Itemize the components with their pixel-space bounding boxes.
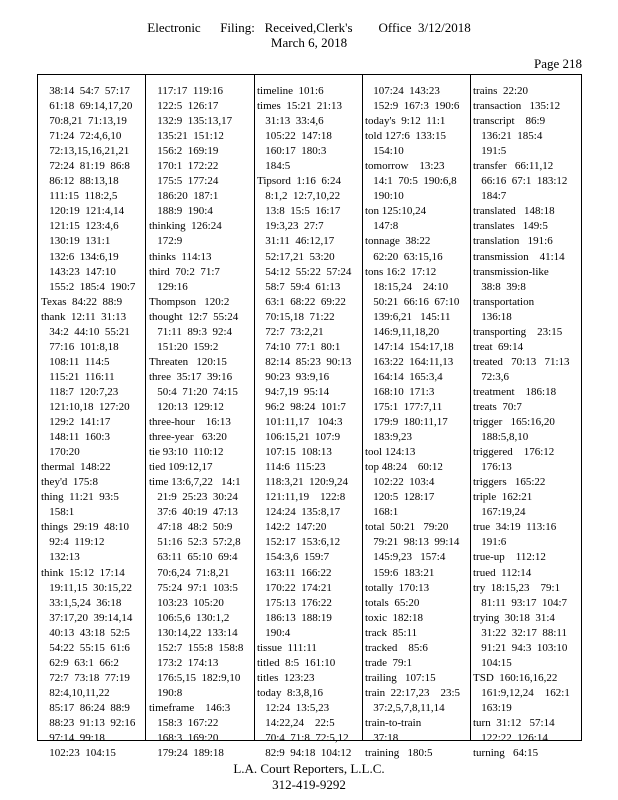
index-entry-line: 176:5,15 182:9,10 (149, 671, 241, 684)
index-entry-line: 51:16 52:3 57:2,8 (149, 536, 241, 549)
index-entry-line: 186:20 187:1 (149, 190, 219, 203)
column-divider (362, 74, 363, 741)
index-entry-line: train 22:17,23 23:5 (365, 686, 461, 699)
index-entry-line: 143:23 147:10 (41, 265, 116, 278)
index-entry-line: Tipsord 1:16 6:24 (257, 175, 341, 188)
index-entry-line: 176:13 (473, 461, 512, 474)
index-entry-line: 190:8 (149, 686, 183, 699)
index-entry-line: try 18:15,23 79:1 (473, 581, 561, 594)
index-entry-line: 54:22 55:15 61:6 (41, 641, 130, 654)
index-entry-line: 63:11 65:10 69:4 (149, 551, 238, 564)
index-entry-line: translates 149:5 (473, 220, 548, 233)
index-entry-line: 38:8 39:8 (473, 280, 526, 293)
index-entry-line: treated 70:13 71:13 (473, 355, 570, 368)
index-entry-line: 121:10,18 127:20 (41, 400, 130, 413)
index-entry-line: 118:3,21 120:9,24 (257, 476, 348, 489)
index-entry-line: top 48:24 60:12 (365, 461, 443, 474)
index-entry-line: TSD 160:16,16,22 (473, 671, 558, 684)
index-entry-line: 70:8,21 71:13,19 (41, 115, 127, 128)
index-entry-line: 147:8 (365, 220, 399, 233)
index-entry-line: tomorrow 13:23 (365, 160, 445, 173)
index-entry-line: 82:4,10,11,22 (41, 686, 110, 699)
column-divider (145, 74, 146, 741)
index-entry-line: thank 12:11 31:13 (41, 310, 127, 323)
index-entry-line: Texas 84:22 88:9 (41, 295, 123, 308)
index-entry-line: trying 30:18 31:4 (473, 611, 555, 624)
index-entry-line: today's 9:12 11:1 (365, 115, 446, 128)
index-entry-line: told 127:6 133:15 (365, 130, 446, 143)
index-entry-line: 96:2 98:24 101:7 (257, 400, 346, 413)
index-entry-line: translation 191:6 (473, 235, 553, 248)
index-entry-line: 142:2 147:20 (257, 521, 327, 534)
column-divider (254, 74, 255, 741)
index-entry-line: transaction 135:12 (473, 100, 561, 113)
index-entry-line: 130:19 131:1 (41, 235, 111, 248)
index-entry-line: 168:3 169:20 (149, 732, 219, 745)
index-entry-line: 159:6 183:21 (365, 566, 435, 579)
index-entry-line: trade 79:1 (365, 656, 413, 669)
index-entry-line: trains 22:20 (473, 85, 528, 97)
index-entry-line: 38:14 54:7 57:17 (41, 85, 130, 97)
index-entry-line: 188:9 190:4 (149, 205, 213, 218)
index-entry-line: 18:15,24 24:10 (365, 280, 449, 293)
index-entry-line: 132:6 134:6,19 (41, 250, 119, 263)
index-entry-line: 191:6 (473, 536, 507, 549)
index-entry-line: triggered 176:12 (473, 446, 555, 459)
index-entry-line: 168:10 171:3 (365, 385, 435, 398)
index-entry-line: thinks 114:13 (149, 250, 212, 263)
index-entry-line: 160:17 180:3 (257, 145, 327, 158)
index-entry-line: true-up 112:12 (473, 551, 546, 564)
index-entry-line: 62:9 63:1 66:2 (41, 656, 119, 669)
index-entry-line: 145:9,23 157:4 (365, 551, 446, 564)
index-entry-line: 120:13 129:12 (149, 400, 224, 413)
index-entry-line: 152:9 167:3 190:6 (365, 100, 460, 113)
index-entry-line: 70:4 71:8 72:5,12 (257, 732, 349, 745)
index-entry-line: 108:11 114:5 (41, 355, 110, 368)
index-entry-line: 158:1 (41, 506, 75, 519)
index-entry-line: 37:6 40:19 47:13 (149, 506, 238, 519)
index-entry-line: 71:11 89:3 92:4 (149, 325, 233, 338)
index-entry-line: 75:24 97:1 103:5 (149, 581, 238, 594)
index-entry-line: 151:20 159:2 (149, 340, 219, 353)
index-entry-line: 94:7,19 95:14 (257, 385, 330, 398)
index-entry-line: 163:19 (473, 701, 512, 714)
index-entry-line: times 15:21 21:13 (257, 100, 342, 113)
index-entry-line: 154:10 (365, 145, 404, 158)
index-entry-line: treat 69:14 (473, 340, 524, 353)
index-entry-line: 175:1 177:7,11 (365, 400, 443, 413)
index-entry-line: 70:6,24 71:8,21 (149, 566, 230, 579)
index-entry-line: 106:5,6 130:1,2 (149, 611, 230, 624)
index-entry-line: 163:22 164:11,13 (365, 355, 454, 368)
index-entry-line: 107:15 108:13 (257, 446, 332, 459)
index-entry-line: thermal 148:22 (41, 461, 111, 474)
index-entry-line: Thompson 120:2 (149, 295, 230, 308)
index-entry-line: three-year 63:20 (149, 431, 227, 444)
index-entry-line: 190:4 (257, 626, 291, 639)
index-entry-line: today 8:3,8,16 (257, 686, 323, 699)
index-entry-line: 111:15 118:2,5 (41, 190, 118, 203)
index-entry-line: trailing 107:15 (365, 671, 436, 684)
index-entry-line: 8:1,2 12:7,10,22 (257, 190, 341, 203)
index-entry-line: 54:12 55:22 57:24 (257, 265, 352, 278)
index-entry-line: 158:3 167:22 (149, 716, 219, 729)
index-entry-line: tool 124:13 (365, 446, 416, 459)
index-entry-line: 14:22,24 22:5 (257, 716, 335, 729)
index-entry-line: 34:2 44:10 55:21 (41, 325, 130, 338)
index-entry-line: 31:13 33:4,6 (257, 115, 324, 128)
index-entry-line: 175:5 177:24 (149, 175, 219, 188)
index-entry-line: 102:23 104:15 (41, 747, 116, 760)
index-entry-line: 102:22 103:4 (365, 476, 435, 489)
index-entry-line: 168:1 (365, 506, 399, 519)
index-entry-line: 188:5,8,10 (473, 431, 529, 444)
index-entry-line: 52:17,21 53:20 (257, 250, 335, 263)
index-entry-line: 37:18 (365, 732, 399, 745)
index-entry-line: 13:8 15:5 16:17 (257, 205, 341, 218)
index-entry-line: 184:7 (473, 190, 507, 203)
index-entry-line: 179:24 189:18 (149, 747, 224, 760)
index-entry-line: 152:7 155:8 158:8 (149, 641, 244, 654)
index-entry-line: 114:6 115:23 (257, 461, 326, 474)
index-entry-line: tied 109:12,17 (149, 461, 213, 474)
reporter-name: L.A. Court Reporters, L.L.C. (233, 761, 385, 776)
column-divider (470, 74, 471, 741)
index-entry-line: 19:3,23 27:7 (257, 220, 324, 233)
index-column-4 (365, 84, 467, 761)
index-entry-line: 14:1 70:5 190:6,8 (365, 175, 457, 188)
index-entry-line: toxic 182:18 (365, 611, 424, 624)
index-entry-line: totally 170:13 (365, 581, 430, 594)
index-entry-line: tie 93:10 110:12 (149, 446, 224, 459)
index-entry-line: 156:2 169:19 (149, 145, 219, 158)
index-entry-line: 120:19 121:4,14 (41, 205, 125, 218)
index-entry-line: 82:9 94:18 104:12 (257, 747, 352, 760)
reporter-phone: 312-419-9292 (272, 777, 346, 792)
index-entry-line: 163:11 166:22 (257, 566, 332, 579)
index-entry-line: transfer 66:11,12 (473, 160, 554, 173)
index-entry-line: 132:13 (41, 551, 80, 564)
index-entry-line: 92:4 119:12 (41, 536, 105, 549)
index-entry-line: thing 11:21 93:5 (41, 491, 119, 504)
index-entry-line: 58:7 59:4 61:13 (257, 280, 341, 293)
index-entry-line: 74:10 77:1 80:1 (257, 340, 341, 353)
index-entry-line: triple 162:21 (473, 491, 533, 504)
index-entry-line: three 35:17 39:16 (149, 370, 233, 383)
index-entry-line: 186:13 188:19 (257, 611, 332, 624)
index-entry-line: 105:22 147:18 (257, 130, 332, 143)
index-entry-line: 155:2 185:4 190:7 (41, 280, 136, 293)
index-entry-line: trued 112:14 (473, 566, 532, 579)
index-entry-line: 115:21 116:11 (41, 370, 115, 383)
index-entry-line: tissue 111:11 (257, 641, 317, 654)
index-entry-line: timeline 101:6 (257, 85, 324, 97)
index-entry-line: 191:5 (473, 145, 507, 158)
index-entry-line: 61:18 69:14,17,20 (41, 100, 133, 113)
index-entry-line: 118:7 120:7,23 (41, 385, 119, 398)
index-entry-line: 147:14 154:17,18 (365, 340, 454, 353)
footer (0, 761, 618, 793)
index-entry-line: transmission-like (473, 265, 549, 278)
index-entry-line: 21:9 25:23 30:24 (149, 491, 238, 504)
index-entry-line: 129:16 (149, 280, 188, 293)
index-entry-line: 50:4 71:20 74:15 (149, 385, 238, 398)
index-entry-line: training 180:5 (365, 747, 433, 760)
index-entry-line: 161:9,12,24 162:1 (473, 686, 570, 699)
index-entry-line: trigger 165:16,20 (473, 416, 555, 429)
index-entry-line: 124:24 135:8,17 (257, 506, 341, 519)
index-entry-line: treats 70:7 (473, 400, 522, 413)
index-entry-line: 79:21 98:13 99:14 (365, 536, 460, 549)
filing-stamp-line: Electronic Filing: Received,Clerk's Office 3/12/2018 (147, 20, 471, 35)
index-entry-line: 63:1 68:22 69:22 (257, 295, 346, 308)
index-entry-line: Threaten 120:15 (149, 355, 227, 368)
index-entry-line: triggers 165:22 (473, 476, 546, 489)
index-column-3 (257, 84, 359, 761)
index-entry-line: total 50:21 79:20 (365, 521, 449, 534)
index-entry-line: titled 8:5 161:10 (257, 656, 336, 669)
hearing-date: March 6, 2018 (270, 35, 348, 50)
index-entry-line: transporting 23:15 (473, 325, 563, 338)
index-entry-line: 148:11 160:3 (41, 431, 110, 444)
index-entry-line: 101:11,17 104:3 (257, 416, 343, 429)
index-entry-line: turn 31:12 57:14 (473, 716, 555, 729)
index-entry-line: 37:17,20 39:14,14 (41, 611, 133, 624)
index-entry-line: 190:10 (365, 190, 404, 203)
index-entry-line: 107:24 143:23 (365, 85, 440, 97)
index-entry-line: 82:14 85:23 90:13 (257, 355, 352, 368)
index-entry-line: 135:21 151:12 (149, 130, 224, 143)
index-entry-line: 184:5 (257, 160, 291, 173)
index-entry-line: 72:24 81:19 86:8 (41, 160, 130, 173)
index-entry-line: 77:16 101:8,18 (41, 340, 119, 353)
index-entry-line: 164:14 165:3,4 (365, 370, 443, 383)
index-entry-line: 183:9,23 (365, 431, 413, 444)
page-number: Page 218 (533, 56, 582, 71)
filing-header (0, 20, 618, 50)
index-entry-line: they'd 175:8 (41, 476, 98, 489)
index-entry-line: 129:2 141:17 (41, 416, 111, 429)
index-entry-line: 122:5 126:17 (149, 100, 219, 113)
index-entry-line: transmission 41:14 (473, 250, 565, 263)
index-entry-line: 175:13 176:22 (257, 596, 332, 609)
index-entry-line: 122:22 126:14 (473, 732, 548, 745)
index-entry-line: time 13:6,7,22 14:1 (149, 476, 241, 489)
index-entry-line: three-hour 16:13 (149, 416, 231, 429)
index-entry-line: treatment 186:18 (473, 385, 557, 398)
index-entry-line: 72:13,15,16,21,21 (41, 145, 130, 158)
index-entry-line: 97:14 99:18 (41, 732, 105, 745)
index-entry-line: 170:22 174:21 (257, 581, 332, 594)
index-entry-line: 130:14,22 133:14 (149, 626, 238, 639)
index-entry-line: 12:24 13:5,23 (257, 701, 330, 714)
index-entry-line: 152:17 153:6,12 (257, 536, 341, 549)
index-entry-line: things 29:19 48:10 (41, 521, 130, 534)
index-entry-line: 173:2 174:13 (149, 656, 219, 669)
index-entry-line: tonnage 38:22 (365, 235, 431, 248)
index-column-2 (149, 84, 251, 761)
index-column-1 (41, 84, 143, 761)
index-entry-line: 117:17 119:16 (149, 85, 224, 97)
index-entry-line: 70:15,18 71:22 (257, 310, 335, 323)
index-entry-line: 72:7 73:2,21 (257, 325, 324, 338)
index-entry-line: 139:6,21 145:11 (365, 310, 451, 323)
index-entry-line: 120:5 128:17 (365, 491, 435, 504)
index-entry-line: totals 65:20 (365, 596, 420, 609)
index-entry-line: 90:23 93:9,16 (257, 370, 330, 383)
index-entry-line: 85:17 86:24 88:9 (41, 701, 130, 714)
index-entry-line: 146:9,11,18,20 (365, 325, 440, 338)
index-entry-line: track 85:11 (365, 626, 418, 639)
index-entry-line: 81:11 93:17 104:7 (473, 596, 568, 609)
index-entry-line: 40:13 43:18 52:5 (41, 626, 130, 639)
index-entry-line: 19:11,15 30:15,22 (41, 581, 132, 594)
index-entry-line: timeframe 146:3 (149, 701, 231, 714)
index-entry-line: 37:2,5,7,8,11,14 (365, 701, 445, 714)
index-entry-line: 132:9 135:13,17 (149, 115, 233, 128)
index-entry-line: 31:22 32:17 88:11 (473, 626, 568, 639)
index-entry-line: 121:11,19 122:8 (257, 491, 346, 504)
index-entry-line: 136:18 (473, 310, 512, 323)
index-entry-line: 86:12 88:13,18 (41, 175, 119, 188)
index-entry-line: tracked 85:6 (365, 641, 428, 654)
index-entry-line: titles 123:23 (257, 671, 315, 684)
index-entry-line: third 70:2 71:7 (149, 265, 220, 278)
index-entry-line: 33:1,5,24 36:18 (41, 596, 122, 609)
index-entry-line: 154:3,6 159:7 (257, 551, 330, 564)
index-entry-line: 47:18 48:2 50:9 (149, 521, 233, 534)
index-entry-line: 167:19,24 (473, 506, 526, 519)
index-entry-line: 104:15 (473, 656, 512, 669)
index-entry-line: 91:21 94:3 103:10 (473, 641, 568, 654)
index-entry-line: 66:16 67:1 183:12 (473, 175, 568, 188)
index-entry-line: thinking 126:24 (149, 220, 222, 233)
index-entry-line: 106:15,21 107:9 (257, 431, 341, 444)
index-entry-line: 170:1 172:22 (149, 160, 219, 173)
index-entry-line: 121:15 123:4,6 (41, 220, 119, 233)
index-entry-line: 50:21 66:16 67:10 (365, 295, 460, 308)
index-entry-line: tons 16:2 17:12 (365, 265, 437, 278)
index-entry-line: translated 148:18 (473, 205, 555, 218)
index-entry-line: 62:20 63:15,16 (365, 250, 443, 263)
index-entry-line: 72:3,6 (473, 370, 510, 383)
index-entry-line: true 34:19 113:16 (473, 521, 557, 534)
index-entry-line: think 15:12 17:14 (41, 566, 125, 579)
index-entry-line: 179:9 180:11,17 (365, 416, 448, 429)
index-entry-line: 103:23 105:20 (149, 596, 224, 609)
index-entry-line: 136:21 185:4 (473, 130, 543, 143)
index-entry-line: 31:11 46:12,17 (257, 235, 335, 248)
index-entry-line: train-to-train (365, 716, 422, 729)
index-entry-line: thought 12:7 55:24 (149, 310, 239, 323)
index-entry-line: transportation (473, 295, 535, 308)
index-entry-line: 71:24 72:4,6,10 (41, 130, 122, 143)
index-entry-line: 172:9 (149, 235, 183, 248)
index-entry-line: 170:20 (41, 446, 80, 459)
index-entry-line: ton 125:10,24 (365, 205, 427, 218)
index-entry-line: turning 64:15 (473, 747, 539, 760)
index-entry-line: transcript 86:9 (473, 115, 546, 128)
index-entry-line: 72:7 73:18 77:19 (41, 671, 130, 684)
index-column-5 (473, 84, 575, 761)
index-entry-line: 88:23 91:13 92:16 (41, 716, 136, 729)
